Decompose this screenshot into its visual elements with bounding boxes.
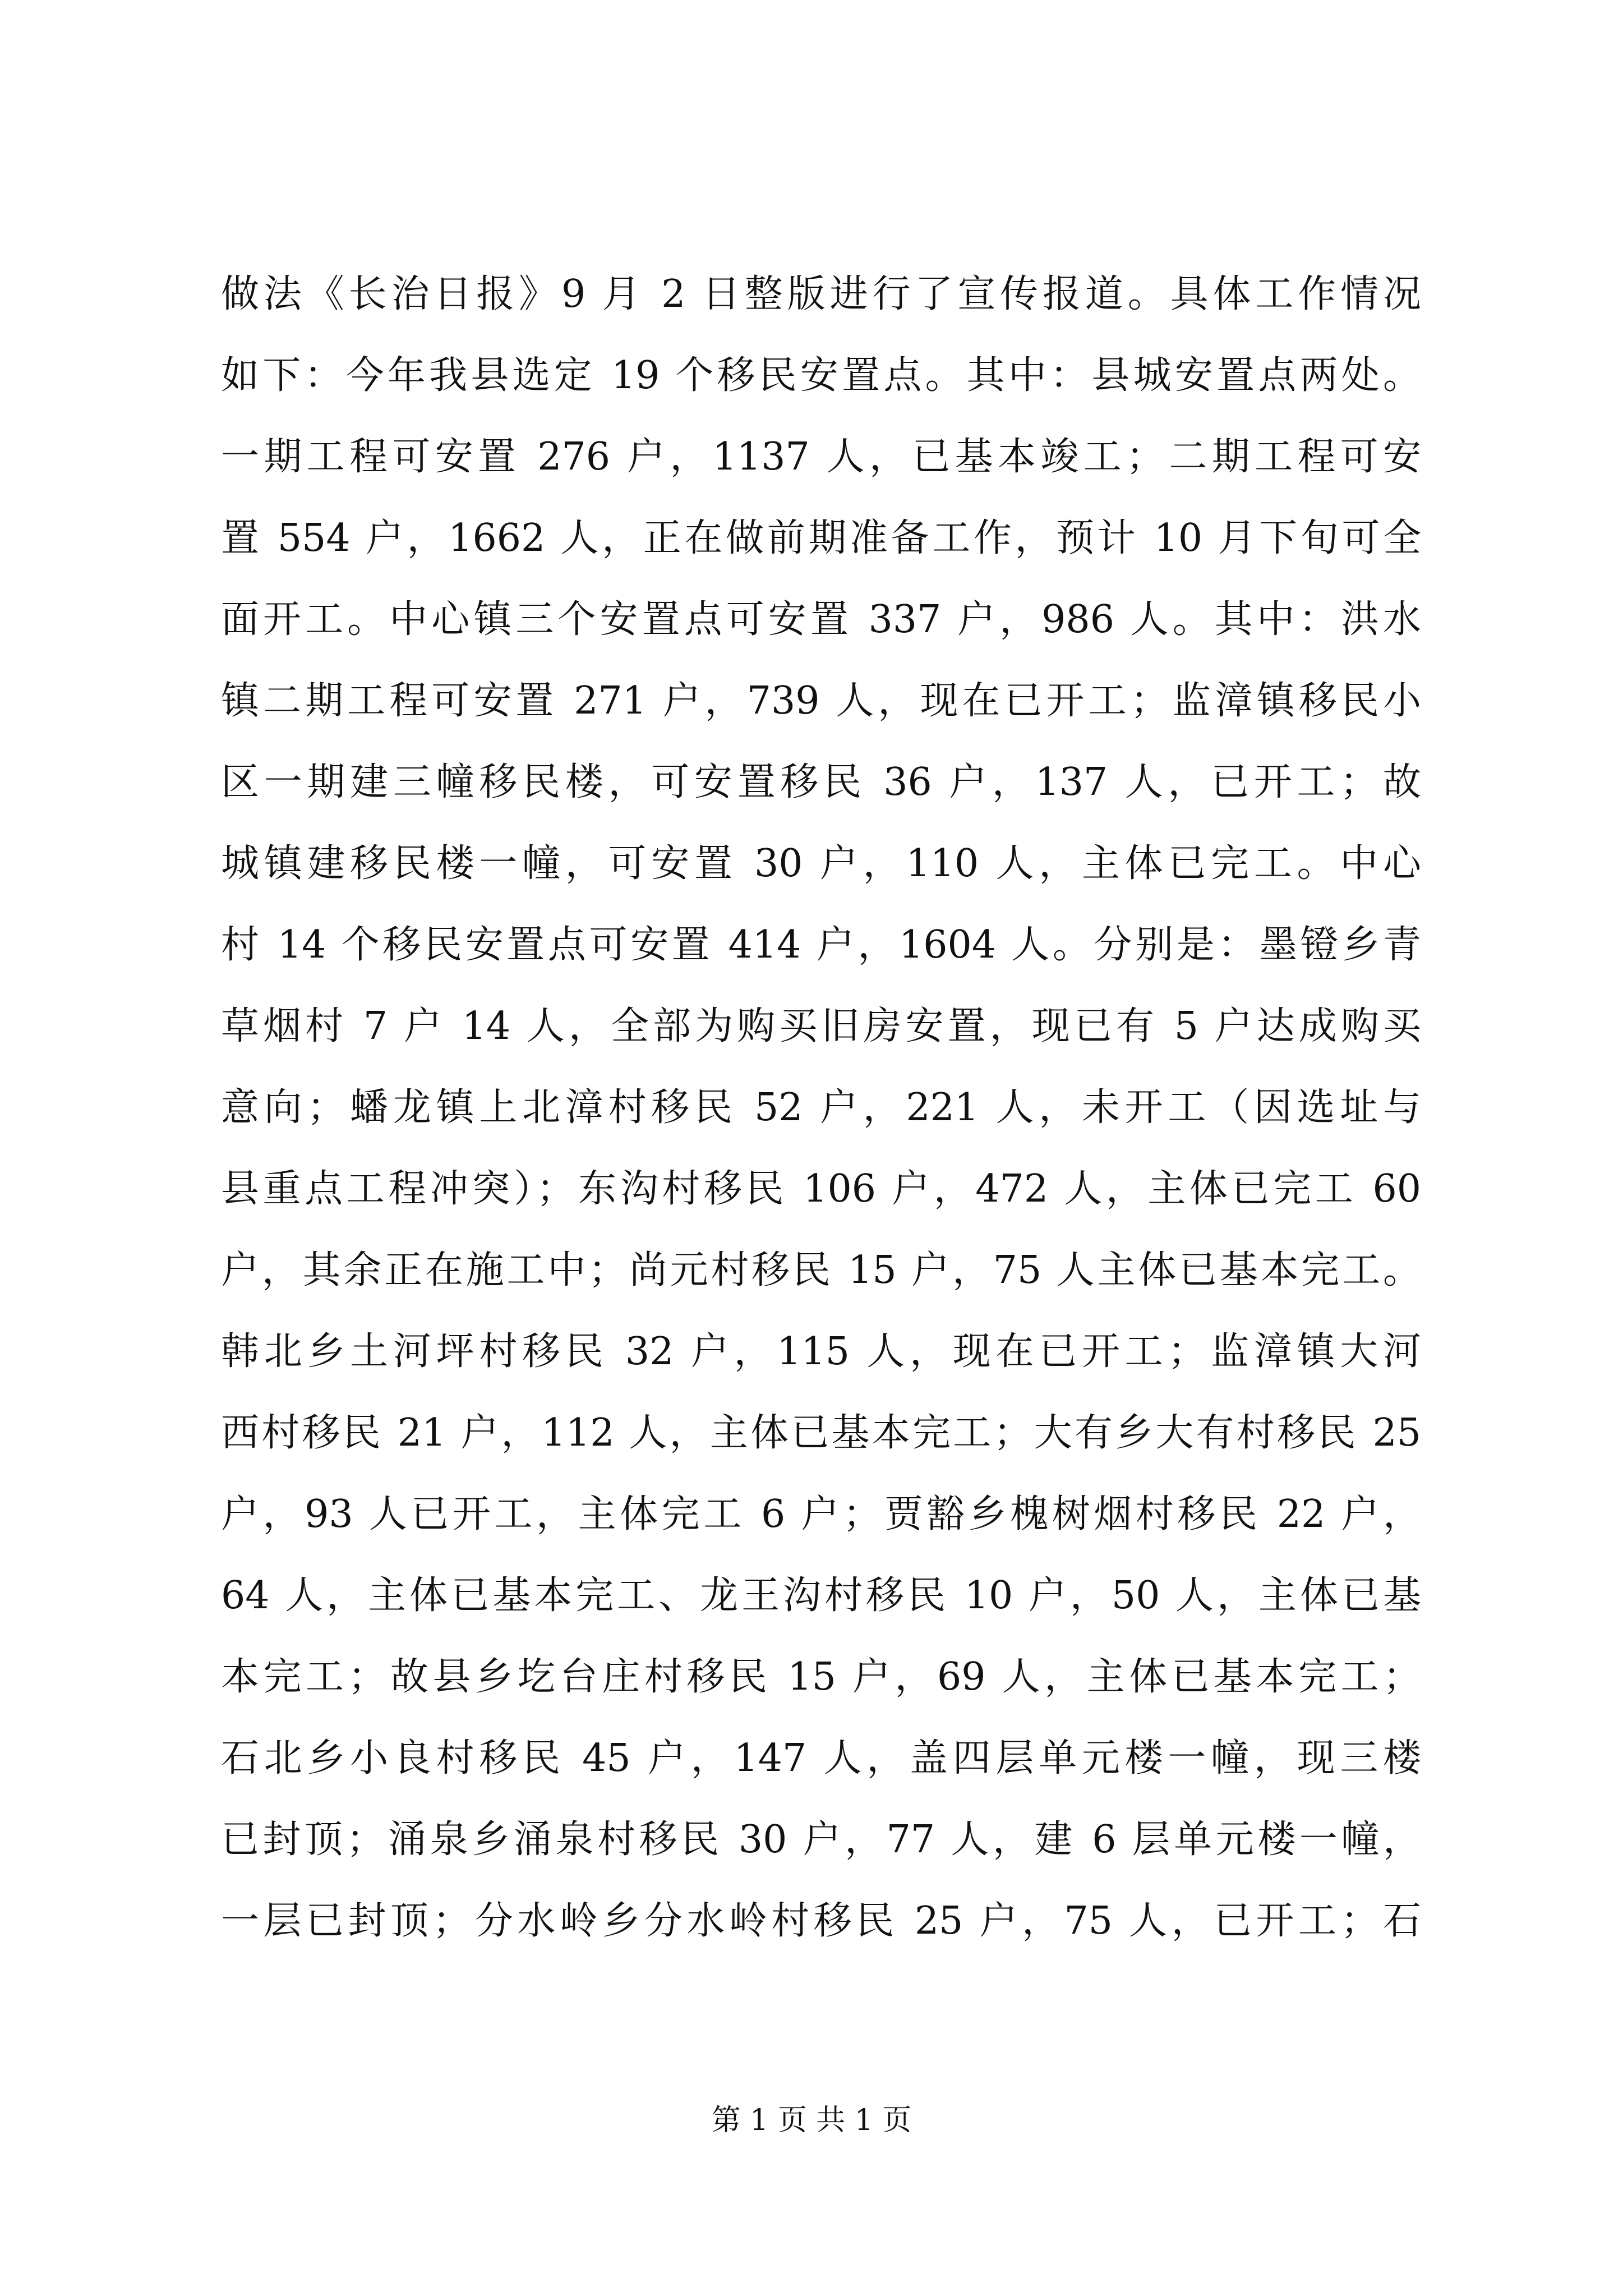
- text-line: 韩北乡土河坪村移民 32 户，115 人，现在已开工；监漳镇大河: [221, 1329, 1421, 1374]
- text-line: 一层已封顶；分水岭乡分水岭村移民 25 户，75 人，已开工；石: [221, 1899, 1421, 1943]
- text-line: 一期工程可安置 276 户，1137 人，已基本竣工；二期工程可安: [221, 435, 1421, 479]
- text-line: 户，93 人已开工，主体完工 6 户；贾豁乡槐树烟村移民 22 户，: [221, 1492, 1421, 1536]
- text-line: 如下：今年我县选定 19 个移民安置点。其中：县城安置点两处。: [221, 353, 1421, 398]
- text-line: 意向；蟠龙镇上北漳村移民 52 户，221 人，未开工（因选址与: [221, 1085, 1421, 1130]
- text-line: 石北乡小良村移民 45 户，147 人，盖四层单元楼一幢，现三楼: [221, 1736, 1421, 1780]
- page-footer: [0, 2098, 1623, 2143]
- text-line: 城镇建移民楼一幢，可安置 30 户，110 人，主体已完工。中心: [221, 841, 1421, 886]
- text-line: 本完工；故县乡圪台庄村移民 15 户，69 人，主体已基本完工；: [221, 1655, 1421, 1699]
- text-line: 面开工。中心镇三个安置点可安置 337 户，986 人。其中：洪水: [221, 597, 1421, 642]
- text-line: 区一期建三幢移民楼，可安置移民 36 户，137 人，已开工；故: [221, 760, 1421, 804]
- text-line: 户，其余正在施工中；尚元村移民 15 户，75 人主体已基本完工。: [221, 1248, 1421, 1292]
- text-line: 县重点工程冲突）；东沟村移民 106 户，472 人，主体已完工 60: [221, 1167, 1421, 1211]
- text-line: 村 14 个移民安置点可安置 414 户，1604 人。分别是：墨镫乡青: [221, 923, 1421, 967]
- body-text: [221, 254, 1421, 1962]
- text-line: 草烟村 7 户 14 人，全部为购买旧房安置，现已有 5 户达成购买: [221, 1004, 1421, 1048]
- text-line: 置 554 户，1662 人，正在做前期准备工作，预计 10 月下旬可全: [221, 516, 1421, 560]
- text-line: 64 人，主体已基本完工、龙王沟村移民 10 户，50 人，主体已基: [221, 1573, 1421, 1618]
- page-number-label: 第 1 页 共 1 页: [711, 2104, 912, 2137]
- text-line: 做法《长治日报》9 月 2 日整版进行了宣传报道。具体工作情况: [221, 272, 1421, 316]
- text-line: 西村移民 21 户，112 人，主体已基本完工；大有乡大有村移民 25: [221, 1411, 1421, 1455]
- text-line: 镇二期工程可安置 271 户，739 人，现在已开工；监漳镇移民小: [221, 679, 1421, 723]
- text-line: 已封顶；涌泉乡涌泉村移民 30 户，77 人，建 6 层单元楼一幢，: [221, 1818, 1421, 1862]
